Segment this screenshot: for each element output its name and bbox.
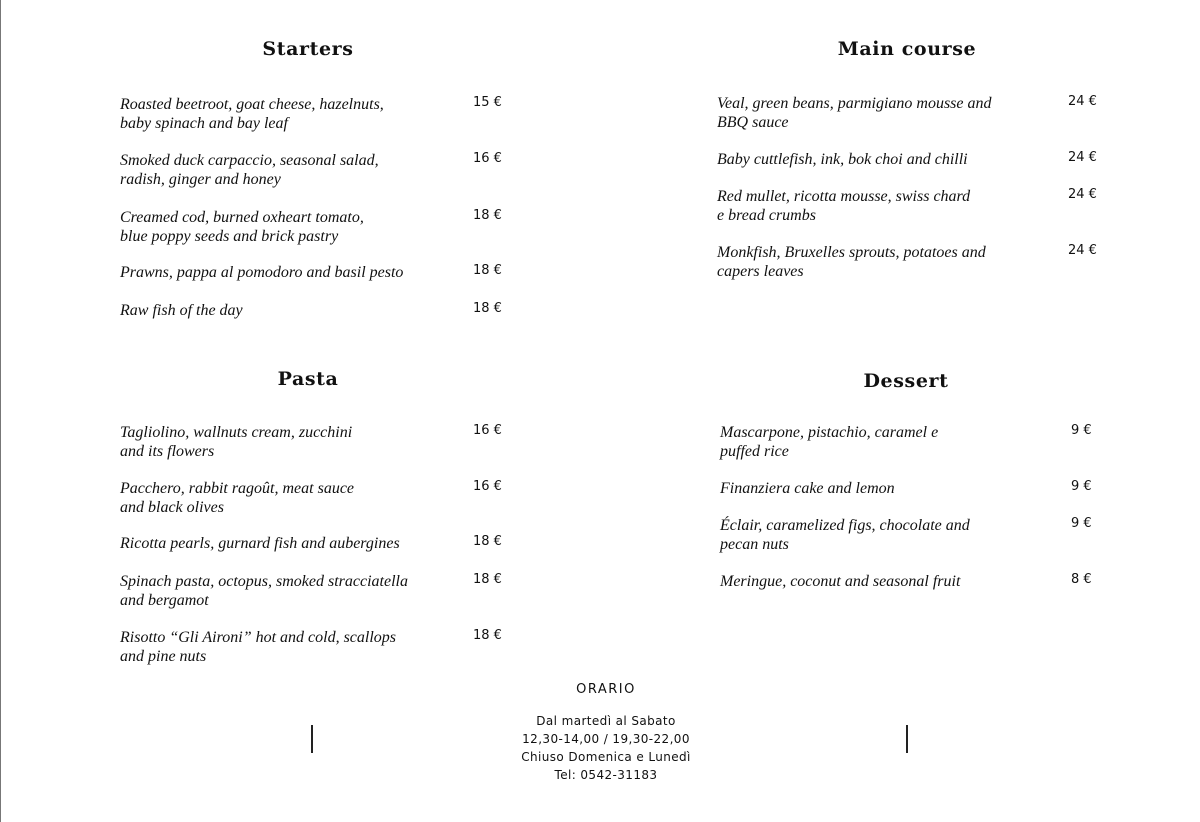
dish-name: Risotto “Gli Aironi” hot and cold, scallops and pine nuts	[120, 629, 397, 665]
dish-name: Prawns, pappa al pomodoro and basil pesto	[120, 264, 404, 281]
menu-item	[120, 423, 540, 461]
menu-item	[120, 151, 540, 189]
dish-name: Pacchero, rabbit ragoût, meat sauce and black olives	[120, 480, 355, 516]
dish-price: 18 €	[473, 263, 502, 278]
menu-item	[720, 516, 1140, 554]
menu-item	[717, 150, 1137, 169]
menu-item	[120, 628, 540, 666]
dish-price: 16 €	[473, 423, 502, 438]
divider-left	[311, 725, 313, 753]
section-dessert	[720, 370, 1140, 600]
menu-item	[120, 301, 540, 320]
dish-name: Éclair, caramelized figs, chocolate and pecan nuts	[720, 517, 970, 553]
dish-price: 9 €	[1071, 423, 1092, 438]
dish-name: Creamed cod, burned oxheart tomato, blue poppy seeds and brick pastry	[120, 209, 364, 245]
dish-price: 18 €	[473, 628, 502, 643]
section-starters	[120, 38, 540, 338]
section-main-course	[717, 38, 1137, 298]
dish-name: Smoked duck carpaccio, seasonal salad, radish, ginger and honey	[120, 152, 379, 188]
dish-name: Baby cuttlefish, ink, bok choi and chilli	[717, 151, 968, 168]
opening-days: Dal martedì al Sabato	[536, 714, 676, 728]
dish-price: 16 €	[473, 151, 502, 166]
menu-item	[717, 243, 1137, 281]
dish-price: 15 €	[473, 95, 502, 110]
dish-price: 9 €	[1071, 479, 1092, 494]
dish-name: Roasted beetroot, goat cheese, hazelnuts, baby spinach and bay leaf	[120, 96, 384, 132]
dish-price: 9 €	[1071, 516, 1092, 531]
menu-item	[120, 95, 540, 133]
menu-item	[720, 572, 1140, 591]
dish-price: 18 €	[473, 208, 502, 223]
dish-price: 24 €	[1068, 243, 1097, 258]
dish-name: Raw fish of the day	[120, 302, 243, 319]
opening-hours	[456, 682, 756, 784]
menu-item	[720, 423, 1140, 461]
dish-price: 18 €	[473, 534, 502, 549]
menu-item	[120, 534, 540, 553]
dish-name: Spinach pasta, octopus, smoked stracciatella and bergamot	[120, 573, 408, 609]
opening-hours-title: ORARIO	[576, 682, 636, 697]
dish-price: 24 €	[1068, 150, 1097, 165]
menu-item	[120, 572, 540, 610]
menu-item	[120, 263, 540, 282]
section-pasta	[120, 368, 540, 668]
menu-item	[120, 208, 540, 246]
closed-days: Chiuso Domenica e Lunedì	[521, 750, 691, 764]
dish-price: 8 €	[1071, 572, 1092, 587]
section-title-dessert: Dessert	[863, 370, 949, 392]
menu-item	[717, 94, 1137, 132]
dish-name: Ricotta pearls, gurnard fish and aubergines	[120, 535, 400, 552]
dish-name: Red mullet, ricotta mousse, swiss chard e bread crumbs	[717, 188, 971, 224]
menu-item	[717, 187, 1137, 225]
menu-item	[720, 479, 1140, 498]
dish-name: Veal, green beans, parmigiano mousse and BBQ sauce	[717, 95, 992, 131]
dish-name: Meringue, coconut and seasonal fruit	[720, 573, 961, 590]
divider-right	[906, 725, 908, 753]
section-title-main-course: Main course	[837, 38, 977, 60]
dish-price: 18 €	[473, 301, 502, 316]
dish-price: 24 €	[1068, 94, 1097, 109]
section-title-pasta: Pasta	[277, 368, 339, 390]
dish-name: Finanziera cake and lemon	[720, 480, 895, 497]
section-title-starters: Starters	[262, 38, 354, 60]
dish-price: 18 €	[473, 572, 502, 587]
dish-name: Mascarpone, pistachio, caramel e puffed rice	[720, 424, 939, 460]
menu-item	[120, 479, 540, 517]
dish-price: 16 €	[473, 479, 502, 494]
dish-price: 24 €	[1068, 187, 1097, 202]
dish-name: Tagliolino, wallnuts cream, zucchini and its flowers	[120, 424, 353, 460]
phone-number: Tel: 0542-31183	[554, 768, 658, 782]
opening-times: 12,30-14,00 / 19,30-22,00	[522, 732, 690, 746]
dish-name: Monkfish, Bruxelles sprouts, potatoes and capers leaves	[717, 244, 986, 280]
